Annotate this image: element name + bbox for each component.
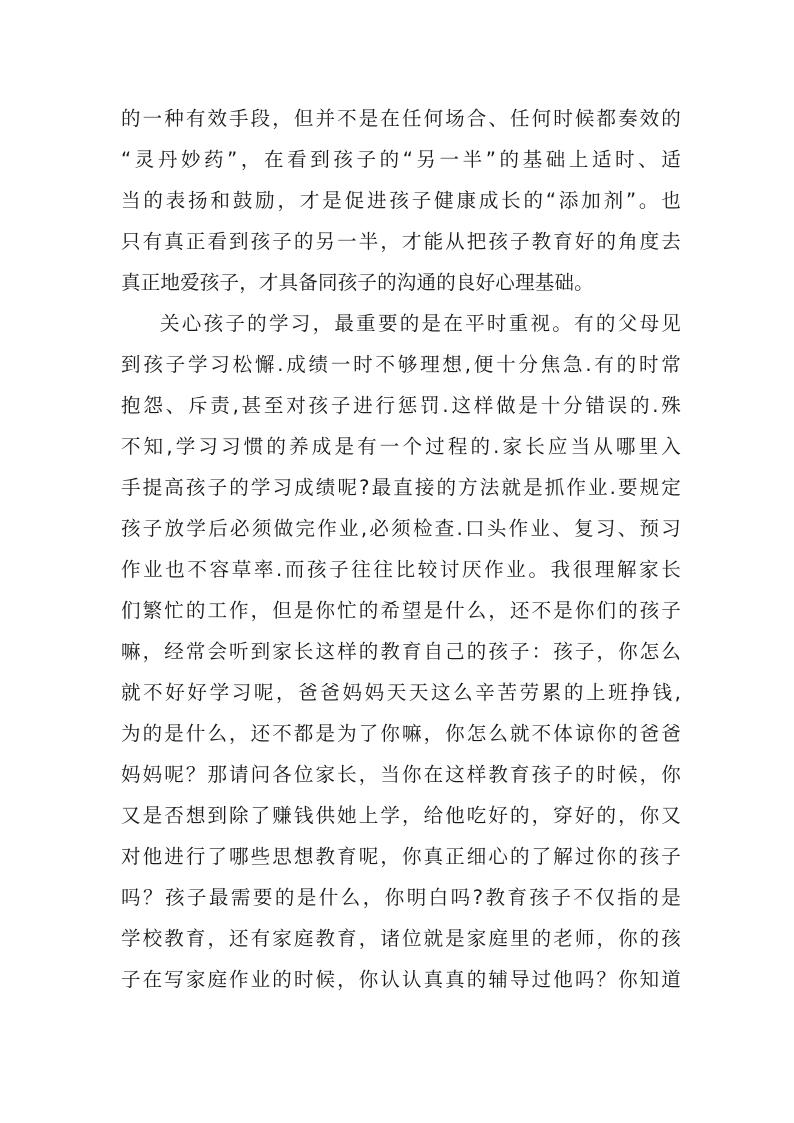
text-line: 只有真正看到孩子的另一半，才能从把孩子教育好的角度去 xyxy=(121,230,681,253)
text-line: 真正地爱孩子，才具备同孩子的沟通的良好心理基础。 xyxy=(121,271,594,294)
text-line: 不知,学习习惯的养成是有一个过程的.家长应当从哪里入 xyxy=(121,435,681,458)
text-line: 当的表扬和鼓励，才是促进孩子健康成长的“添加剂”。也 xyxy=(121,189,681,212)
text-line: 的一种有效手段，但并不是在任何场合、任何时候都奏效的 xyxy=(121,107,681,130)
text-line: 为的是什么，还不都是为了你嘛，你怎么就不体谅你的爸爸 xyxy=(121,722,681,745)
text-line: 孩子放学后必须做完作业,必须检查.口头作业、复习、预习 xyxy=(121,517,681,540)
text-line: “灵丹妙药”，在看到孩子的“另一半”的基础上适时、适 xyxy=(121,148,681,171)
text-line: 手提高孩子的学习成绩呢?最直接的方法就是抓作业.要规定 xyxy=(121,476,681,499)
text-line: 妈妈呢？那请问各位家长，当你在这样教育孩子的时候，你 xyxy=(121,763,681,786)
text-line: 吗？孩子最需要的是什么，你明白吗?教育孩子不仅指的是 xyxy=(121,886,681,909)
text-line: 作业也不容草率.而孩子往往比较讨厌作业。我很理解家长 xyxy=(121,558,681,581)
text-line: 学校教育，还有家庭教育，诸位就是家庭里的老师，你的孩 xyxy=(121,927,681,950)
text-line: 又是否想到除了赚钱供她上学，给他吃好的，穿好的，你又 xyxy=(121,804,681,827)
text-line: 嘛，经常会听到家长这样的教育自己的孩子：孩子，你怎么 xyxy=(121,640,681,663)
text-line: 子在写家庭作业的时候，你认认真真的辅导过他吗？你知道 xyxy=(121,968,681,991)
text-line: 们繁忙的工作，但是你忙的希望是什么，还不是你们的孩子 xyxy=(121,599,681,622)
text-line: 就不好好学习呢，爸爸妈妈天天这么辛苦劳累的上班挣钱, xyxy=(121,681,681,704)
text-line: 抱怨、斥责,甚至对孩子进行惩罚.这样做是十分错误的.殊 xyxy=(121,394,681,417)
text-line: 到孩子学习松懈.成绩一时不够理想,便十分焦急.有的时常 xyxy=(121,353,681,376)
text-line: 关心孩子的学习，最重要的是在平时重视。有的父母见 xyxy=(160,312,681,335)
text-line: 对他进行了哪些思想教育呢，你真正细心的了解过你的孩子 xyxy=(121,845,681,868)
